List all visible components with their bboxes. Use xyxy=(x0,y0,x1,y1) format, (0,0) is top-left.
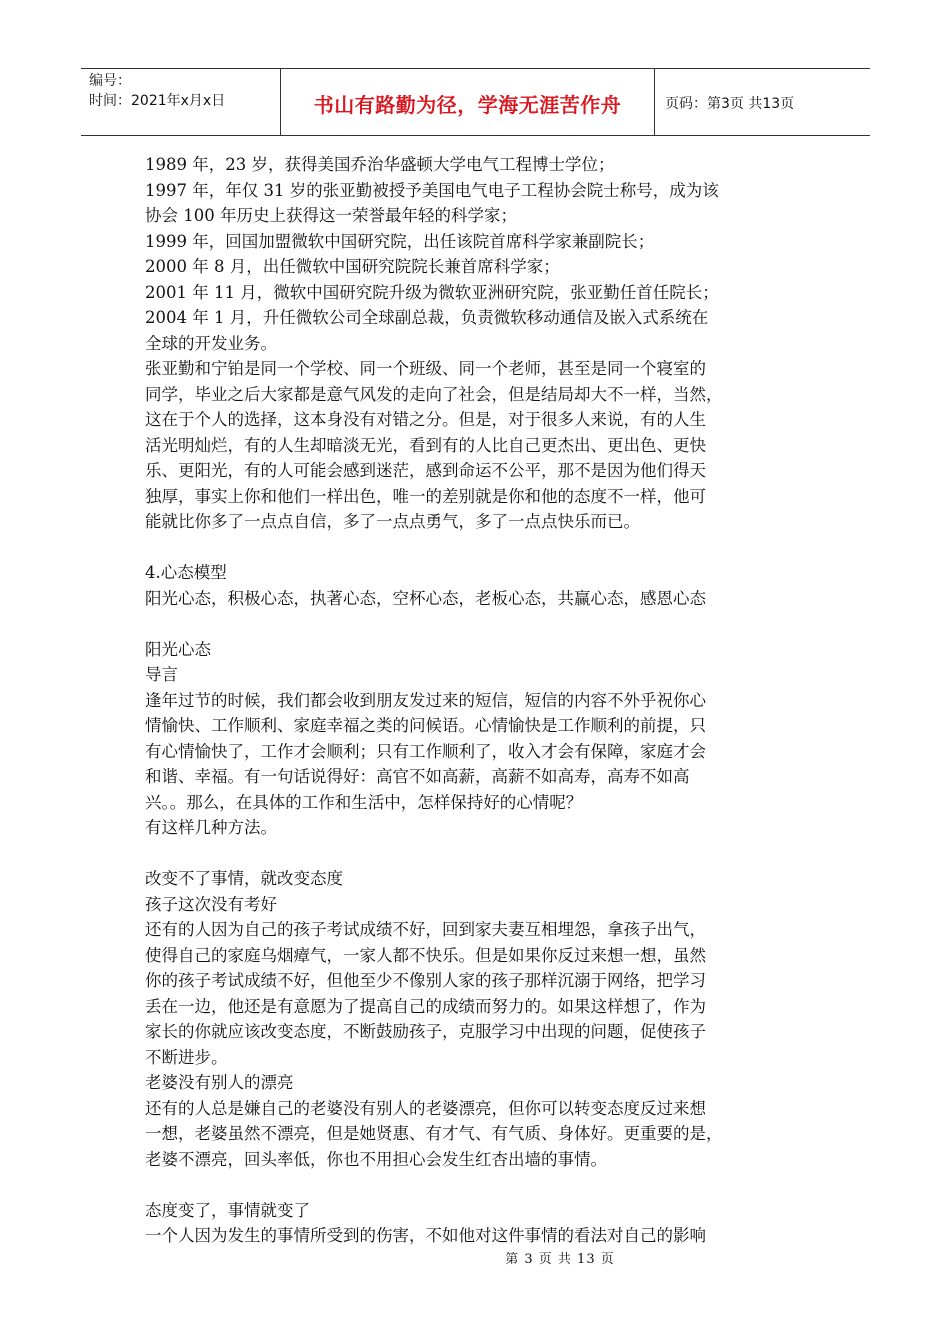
body-line: 乐、更阳光，有的人可能会感到迷茫，感到命运不公平，那不是因为他们得天 xyxy=(145,461,706,480)
blank-line xyxy=(145,841,810,867)
body-line: 同学，毕业之后大家都是意气风发的走向了社会，但是结局却大不一样，当然， xyxy=(145,384,723,404)
blank-line xyxy=(145,611,810,637)
page-header xyxy=(81,68,870,136)
body-line: 2004 年 1 月，升任微软公司全球副总裁，负责微软移动通信及嵌入式系统在 xyxy=(145,308,709,327)
body-line: 还有的人因为自己的孩子考试成绩不好，回到家夫妻互相埋怨，拿孩子出气， xyxy=(145,920,706,939)
body-line: 还有的人总是嫌自己的老婆没有别人的老婆漂亮，但你可以转变态度反过来想 xyxy=(145,1098,706,1118)
body-line: 阳光心态 xyxy=(145,639,211,659)
body-line: 改变不了事情，就改变态度 xyxy=(145,869,343,888)
body-line: 1989 年，23 岁，获得美国乔治华盛顿大学电气工程博士学位； xyxy=(145,155,615,174)
body-line: 家长的你就应该改变态度，不断鼓励孩子，克服学习中出现的问题，促使孩子 xyxy=(145,1022,706,1041)
body-line: 2000 年 8 月，出任微软中国研究院院长兼首席科学家； xyxy=(145,257,560,276)
body-line: 老婆没有别人的漂亮 xyxy=(145,1073,294,1092)
document-number-label: 编号： xyxy=(89,73,131,89)
body-line: 不断进步。 xyxy=(145,1047,228,1067)
header-motto-cell xyxy=(281,69,655,135)
body-line: 丢在一边，他还是有意愿为了提高自己的成绩而努力的。如果这样想了，作为 xyxy=(145,996,706,1016)
document-time-label: 时间：2021年x月x日 xyxy=(89,93,226,109)
header-page-number: 页码：第3页 共13页 xyxy=(665,96,795,112)
body-line: 能就比你多了一点点自信，多了一点点勇气，多了一点点快乐而已。 xyxy=(145,512,640,531)
body-line: 使得自己的家庭乌烟瘴气，一家人都不快乐。但是如果你反过来想一想，虽然 xyxy=(145,945,706,965)
body-line: 独厚，事实上你和他们一样出色，唯一的差别就是你和他的态度不一样，他可 xyxy=(145,486,706,506)
body-line: 活光明灿烂，有的人生却暗淡无光，看到有的人比自己更杰出、更出色、更快 xyxy=(145,435,706,455)
body-line: 老婆不漂亮，回头率低，你也不用担心会发生红杏出墙的事情。 xyxy=(145,1149,607,1169)
body-line: 这在于个人的选择，这本身没有对错之分。但是，对于很多人来说，有的人生 xyxy=(145,410,706,429)
body-line: 态度变了，事情就变了 xyxy=(145,1200,310,1220)
body-line: 兴。。那么，在具体的工作和生活中，怎样保持好的心情呢？ xyxy=(145,792,583,812)
header-page-cell xyxy=(655,69,870,135)
page-footer xyxy=(0,1248,950,1267)
body-line: 阳光心态，积极心态，执著心态，空杯心态，老板心态，共赢心态，感恩心态 xyxy=(145,588,706,608)
body-line: 张亚勤和宁铂是同一个学校、同一个班级、同一个老师，甚至是同一个寝室的 xyxy=(145,359,706,378)
body-line: 1997 年，年仅 31 岁的张亚勤被授予美国电气电子工程协会院士称号，成为该 xyxy=(145,180,719,200)
footer-page-number: 第 3 页 共 13 页 xyxy=(505,1252,615,1267)
body-line: 4.心态模型 xyxy=(145,563,227,582)
body-line: 全球的开发业务。 xyxy=(145,333,277,353)
header-motto: 书山有路勤为径，学海无涯苦作舟 xyxy=(313,92,622,117)
body-line: 你的孩子考试成绩不好，但他至少不像别人家的孩子那样沉溺于网络，把学习 xyxy=(145,971,706,990)
body-line: 1999 年，回国加盟微软中国研究院，出任该院首席科学家兼副院长； xyxy=(145,231,655,251)
body-line: 2001 年 11 月，微软中国研究院升级为微软亚洲研究院，张亚勤任首任院长； xyxy=(145,282,719,302)
body-line: 一个人因为发生的事情所受到的伤害，不如他对这件事情的看法对自己的影响 xyxy=(145,1226,706,1245)
body-line: 有这样几种方法。 xyxy=(145,818,277,837)
blank-line xyxy=(145,1172,810,1198)
body-line: 协会 100 年历史上获得这一荣誉最年轻的科学家； xyxy=(145,206,517,225)
document-body xyxy=(145,152,810,1249)
body-line: 一想，老婆虽然不漂亮，但是她贤惠、有才气、有气质、身体好。更重要的是， xyxy=(145,1124,723,1143)
body-line: 和谐、幸福。有一句话说得好：高官不如高薪，高薪不如高寿，高寿不如高 xyxy=(145,767,690,786)
body-line: 情愉快、工作顺利、家庭幸福之类的问候语。心情愉快是工作顺利的前提，只 xyxy=(145,716,706,735)
header-meta xyxy=(81,69,281,135)
body-line: 导言 xyxy=(145,665,178,684)
body-line: 孩子这次没有考好 xyxy=(145,894,277,914)
body-line: 逢年过节的时候，我们都会收到朋友发过来的短信，短信的内容不外乎祝你心 xyxy=(145,690,706,710)
blank-line xyxy=(145,535,810,561)
body-line: 有心情愉快了，工作才会顺利；只有工作顺利了，收入才会有保障，家庭才会 xyxy=(145,741,706,761)
